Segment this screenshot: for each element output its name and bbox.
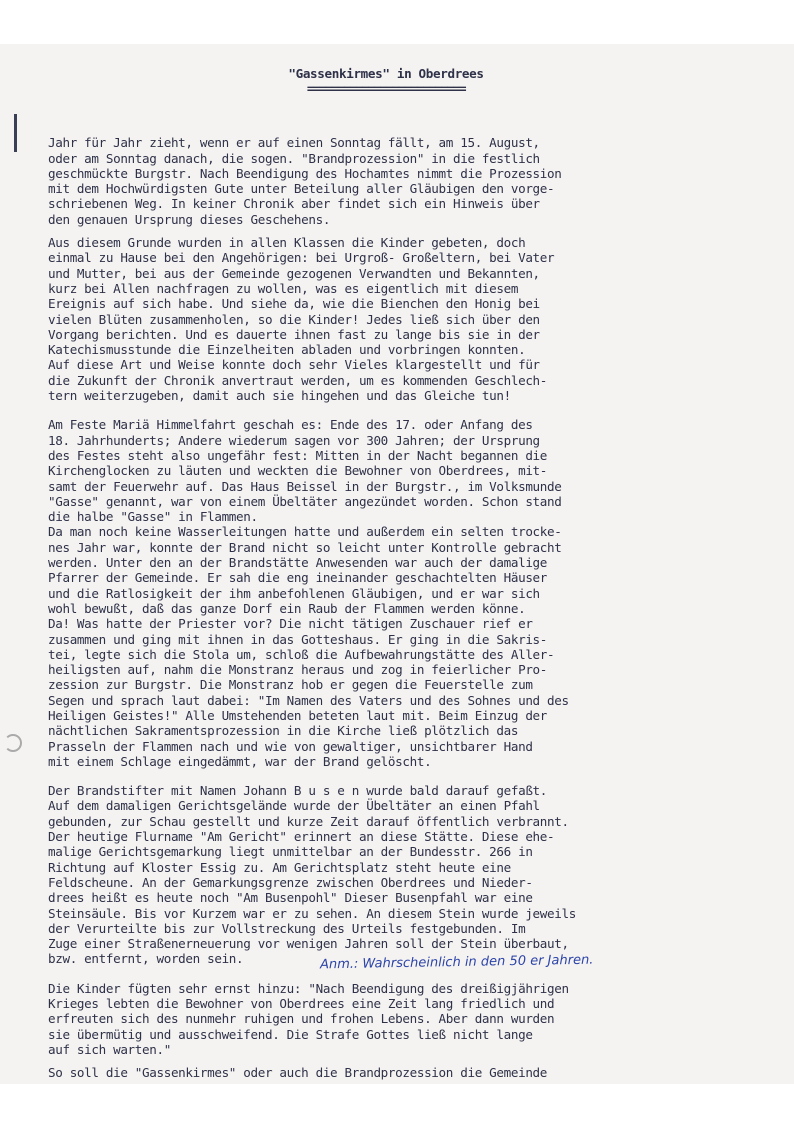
paragraph-intro: Jahr für Jahr zieht, wenn er auf einen Sonntag fällt, am 15. August, oder am Sonntag danach, die sogen. "Brandprozession" in die festlich geschmückte Burgstr. Nach Beendigung des Hochamtes nimmt die Prozession mit dem Hochwürdigsten Gute unter Beteilung aller Gläubigen den vorge- schriebenen Weg. In keiner Chronik aber findet sich ein Hinweis über den genauen Ursprung dieses Geschehens. [48,135,562,227]
document-page [48,66,764,1081]
paragraph-children-addition: Die Kinder fügten sehr ernst hinzu: "Nach Beendigung des dreißigjährigen Krieges lebten die Bewohner von Oberdrees eine Zeit lang friedlich und erfreuten sich des nunmehr ruhigen und frohen Lebens. Aber dann wurden sie übermütig und ausschweifend. Die Strafe Gottes ließ nicht lange auf sich warten." [48,980,569,1057]
margin-pen-mark [14,114,17,152]
document-title: "Gassenkirmes" in Oberdrees [288,66,484,81]
punch-hole-mark [4,734,22,752]
handwritten-note: Anm.: Wahrscheinlich in den 50 er Jahren. [319,952,594,973]
paragraph-closing: So soll die "Gassenkirmes" oder auch die Brandprozession die Gemeinde [48,1065,548,1081]
paragraph-children-asked: Aus diesem Grunde wurden in allen Klassen die Kinder gebeten, doch einmal zu Hause bei den Angehörigen: bei Urgroß- Großeltern, bei Vater und Mutter, bei aus der Gemeinde gezogenen Verwandten und Bekannten, kurz bei Allen nachfragen zu wollen, was es eigentlich mit diesem Ereignis auf sich habe. Und siehe da, wie die Bienchen den Honig bei vielen Blüten zusammenholen, so die Kinder! Jedes ließ sich über den Vorgang berichten. Und es dauerte ihnen fast zu lange bis sie in der Katechismusstunde die Einzelheiten abladen und vorbringen konnten. Auf diese Art und Weise konnte doch sehr Vieles klargestellt und für die Zukunft der Chronik anvertraut werden, um es kommenden Geschlech- tern weiterzugeben, damit auch sie hingehen und das Gleiche tun! [48,235,555,404]
title-underline: ========================== [306,81,466,97]
paragraph-arsonist: Der Brandstifter mit Namen Johann B u s e n wurde bald darauf gefaßt. Auf dem damaligen Gerichtsgelände wurde der Übeltäter an einen Pfahl gebunden, zur Schau gestellt und kurze Zeit darauf öffentlich verbrannt. Der heutige Flurname "Am Gericht" erinnert an diese Stätte. Diese ehe- malige Gerichtsgemarkung liegt unmittelbar an der Bundesstr. 266 in Richtung auf Kloster Essig zu. Am Gerichtsplatz steht heute eine Feldscheune. An der Gemarkungsgrenze zwischen Oberdrees und Nieder- drees heißt es heute noch "Am Busenpohl" Dieser Busenpfahl war eine Steinsäule. Bis vor Kurzem war er zu sehen. An diesem Stein wurde jeweils der Verurteilte bis zur Vollstreckung des Urteils festgebunden. Im Zuge einer Straßenerneuerung vor wenigen Jahren soll der Stein überbaut, bzw. entfernt, worden sein. [48,783,576,967]
paragraph-fire-story: Am Feste Mariä Himmelfahrt geschah es: Ende des 17. oder Anfang des 18. Jahrhunderts; Andere wiederum sagen vor 300 Jahren; der Ursprung des Festes steht also ungefähr fest: Mitten in der Nacht begannen die Kirchenglocken zu läuten und weckten die Bewohner von Oberdrees, mit- samt der Feuerwehr auf. Das Haus Beissel in der Burgstr., im Volksmunde "Gasse" genannt, war von einem Übeltäter angezündet worden. Schon stand die halbe "Gasse" in Flammen. Da man noch keine Wasserleitungen hatte und außerdem ein selten trocke- nes Jahr war, konnte der Brand nicht so leicht unter Kontrolle gebracht werden. Unter den an der Brandstätte Anwesenden war auch der damalige Pfarrer der Gemeinde. Er sah die eng ineinander geschachtelten Häuser und die Ratlosigkeit der ihm anbefohlenen Gläubigen, und er war sich wohl bewußt, daß das ganze Dorf ein Raub der Flammen werden könne. Da! Was hatte der Priester vor? Die nicht tätigen Zuschauer rief er zusammen und ging mit ihnen in das Gotteshaus. Er ging in die Sakris- tei, legte sich die Stola um, schloß die Aufbewahrungstätte des Aller- heiligsten auf, nahm die Monstranz heraus und zog in feierlicher Pro- zession zur Burgstr. Die Monstranz hob er gegen die Feuerstelle zum Segen und sprach laut dabei: "Im Namen des Vaters und des Sohnes und des Heiligen Geistes!" Alle Umstehenden beteten laut mit. Beim Einzug der nächtlichen Sakramentsprozession in die Kirche ließ plötzlich das Prasseln der Flammen nach und wie von gewaltiger, unsichtbarer Hand mit einem Schlage eingedämmt, war der Brand gelöscht. [48,417,569,769]
